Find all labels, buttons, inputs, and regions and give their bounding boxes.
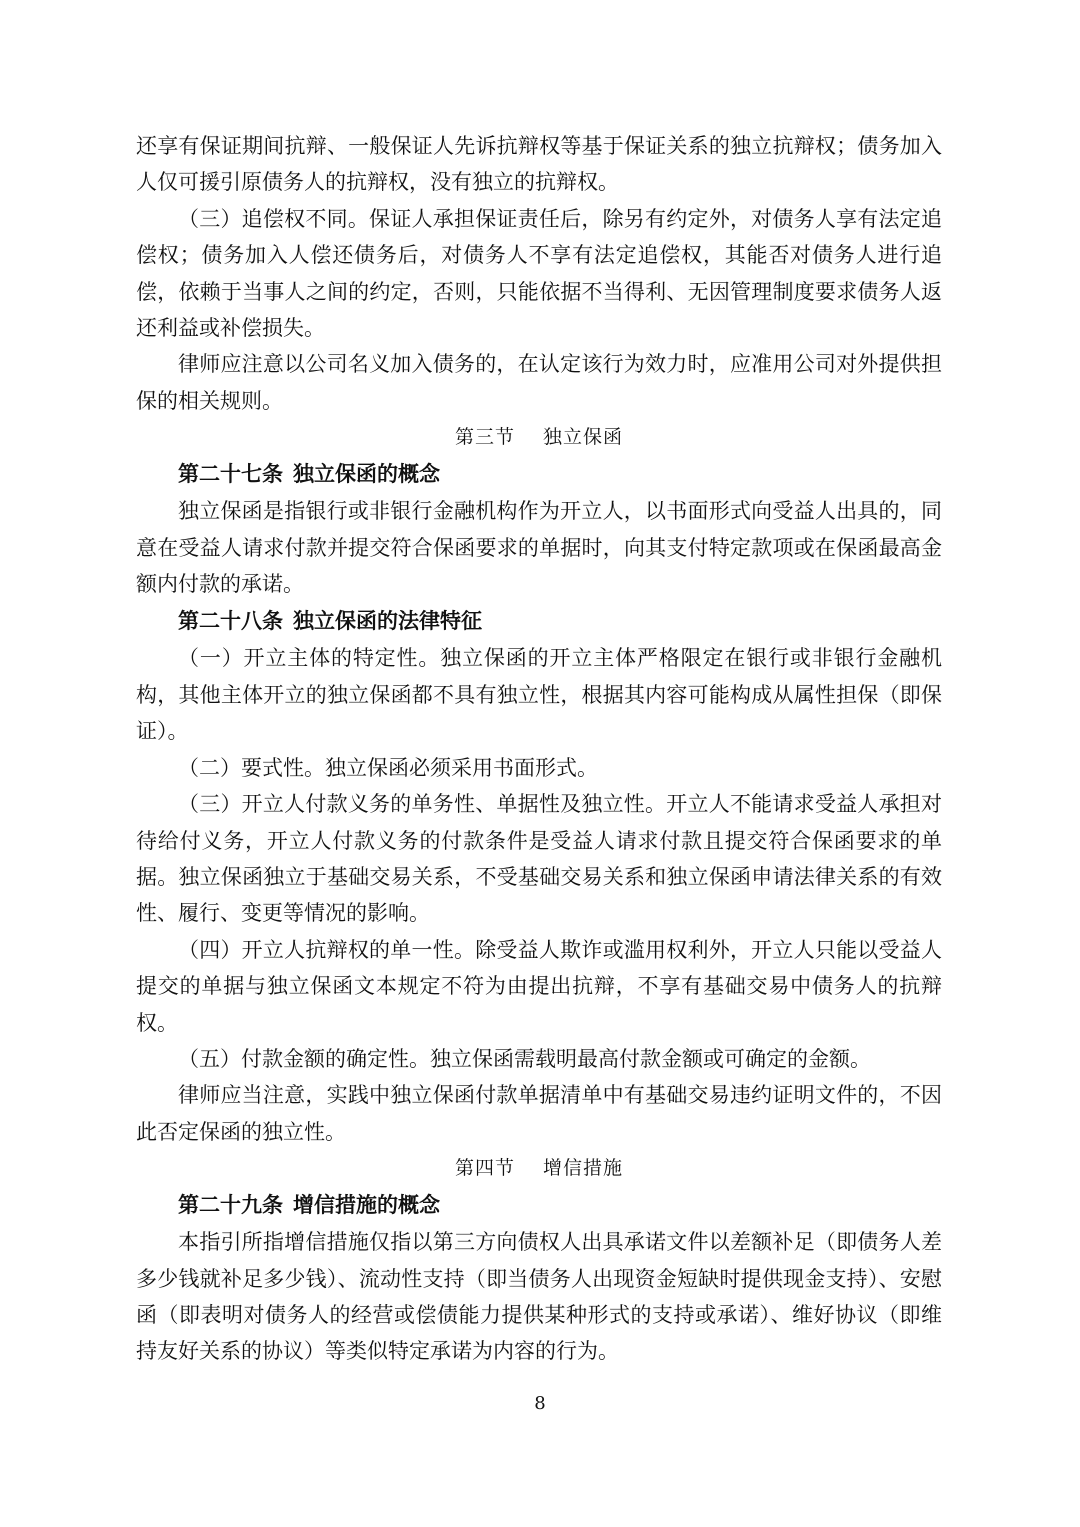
article-number: 第二十七条 <box>178 462 283 487</box>
article-27-heading <box>136 455 942 493</box>
article-28-lawyer-note: 律师应当注意，实践中独立保函付款单据清单中有基础交易违约证明文件的，不因此否定保函的独立性。 <box>136 1083 942 1144</box>
article-29-heading <box>136 1186 942 1224</box>
section-label: 第三节 <box>454 426 515 449</box>
page-number: 8 <box>534 1393 546 1414</box>
section-heading-4 <box>136 1150 942 1186</box>
paragraph-lawyer-note-company: 律师应注意以公司名义加入债务的，在认定该行为效力时，应准用公司对外提供担保的相关规则。 <box>136 352 942 413</box>
article-28-item: （一）开立主体的特定性。独立保函的开立主体严格限定在银行或非银行金融机构，其他主体开立的独立保函都不具有独立性，根据其内容可能构成从属性担保（即保证）。 <box>136 646 942 744</box>
article-28-item: （三）开立人付款义务的单务性、单据性及独立性。开立人不能请求受益人承担对待给付义务，开立人付款义务的付款条件是受益人请求付款且提交符合保函要求的单据。独立保函独立于基础交易关系，不受基础交易关系和独立保函申请法律关系的有效性、履行、变更等情况的影响。 <box>136 792 942 926</box>
article-27-body: 独立保函是指银行或非银行金融机构作为开立人，以书面形式向受益人出具的，同意在受益人请求付款并提交符合保函要求的单据时，向其支付特定款项或在保函最高金额内付款的承诺。 <box>136 499 942 597</box>
section-name: 增信措施 <box>543 1157 624 1180</box>
article-title: 增信措施的概念 <box>293 1193 440 1218</box>
article-number: 第二十八条 <box>178 609 283 634</box>
article-title: 独立保函的法律特征 <box>293 609 482 634</box>
article-29-body: 本指引所指增信措施仅指以第三方向债权人出具承诺文件以差额补足（即债务人差多少钱就补足多少钱）、流动性支持（即当债务人出现资金短缺时提供现金支持）、安慰函（即表明对债务人的经营或偿债能力提供某种形式的支持或承诺）、维好协议（即维持友好关系的协议）等类似特定承诺为内容的行为。 <box>136 1230 942 1364</box>
section-name: 独立保函 <box>543 426 624 449</box>
article-28-item: （二）要式性。独立保函必须采用书面形式。 <box>178 755 598 780</box>
article-28-heading <box>136 602 942 640</box>
paragraph-recourse-right: （三）追偿权不同。保证人承担保证责任后，除另有约定外，对债务人享有法定追偿权；债务加入人偿还债务后，对债务人不享有法定追偿权，其能否对债务人进行追偿，依赖于当事人之间的约定，否则，只能依据不当得利、无因管理制度要求债务人返还利益或补偿损失。 <box>136 206 942 341</box>
article-28-item: （四）开立人抗辩权的单一性。除受益人欺诈或滥用权利外，开立人只能以受益人提交的单据与独立保函文本规定不符为由提出抗辩，不享有基础交易中债务人的抗辩权。 <box>136 937 942 1035</box>
section-heading-3 <box>136 419 942 455</box>
paragraph-guarantee-defense: 还享有保证期间抗辩、一般保证人先诉抗辩权等基于保证关系的独立抗辩权；债务加入人仅可援引原债务人的抗辩权，没有独立的抗辩权。 <box>136 134 942 195</box>
section-label: 第四节 <box>454 1157 515 1180</box>
article-title: 独立保函的概念 <box>293 462 440 487</box>
article-28-item: （五）付款金额的确定性。独立保函需载明最高付款金额或可确定的金额。 <box>178 1046 871 1071</box>
article-number: 第二十九条 <box>178 1193 283 1218</box>
document-page <box>136 128 942 1370</box>
